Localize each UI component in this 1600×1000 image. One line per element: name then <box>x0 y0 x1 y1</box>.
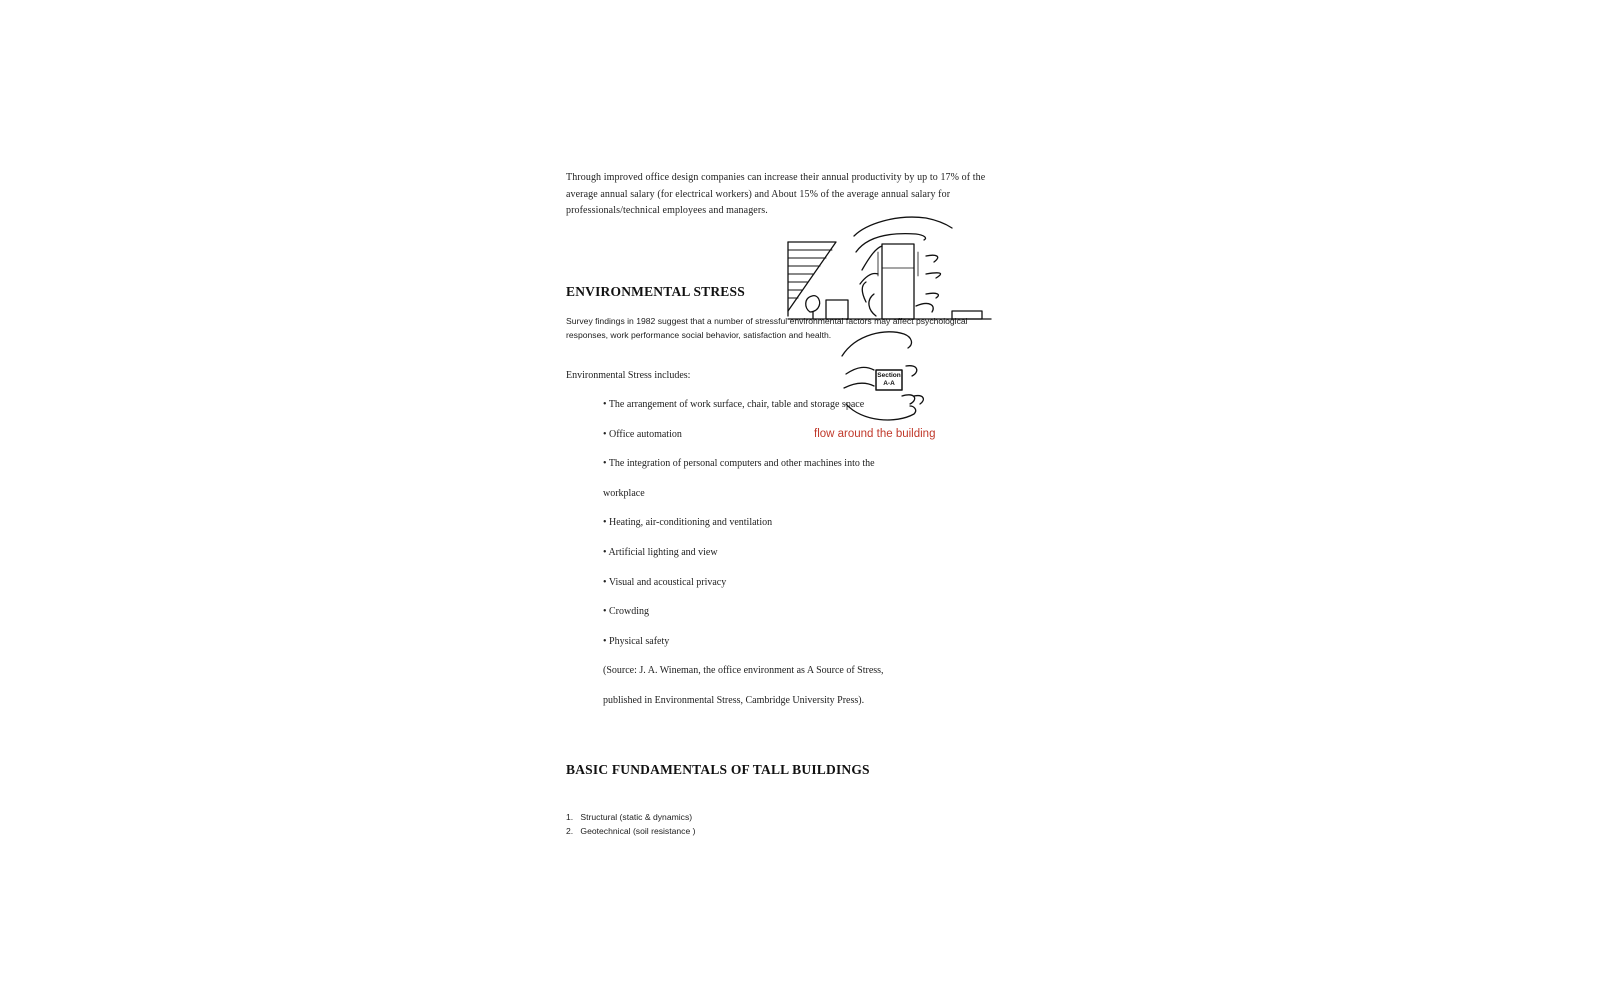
list-number: 1. <box>566 812 574 822</box>
list-text: Geotechnical (soil resistance ) <box>580 826 696 836</box>
list-item: • The arrangement of work surface, chair, table and storage space <box>603 399 865 410</box>
survey-line: responses, work performance social behavior, satisfaction and health. <box>566 330 832 340</box>
list-item: workplace <box>603 487 645 499</box>
intro-line: average annual salary (for electrical workers) and About 15% of the average annual salary for <box>566 188 951 200</box>
list-text: Structural (static & dynamics) <box>580 812 693 822</box>
environmental-stress-heading: ENVIRONMENTAL STRESS <box>566 284 745 299</box>
list-item: • Office automation <box>603 428 682 440</box>
stress-list <box>603 399 884 725</box>
list-item: • Crowding <box>603 606 650 618</box>
stress-includes-label: Environmental Stress includes: <box>566 370 691 381</box>
list-item: • The integration of personal computers and other machines into the <box>603 458 875 470</box>
intro-paragraph <box>566 170 1041 220</box>
figure-caption: flow around the building <box>814 428 936 440</box>
wind-flow-sketch <box>786 216 996 446</box>
list-item: • Physical safety <box>603 635 670 647</box>
survey-line: Survey findings in 1982 suggest that a number of stressful environmental factors may affect psychological <box>566 316 968 326</box>
intro-line: Through improved office design companies can increase their annual productivity by up to 17% of the <box>566 172 986 183</box>
list-item: • Artificial lighting and view <box>603 546 718 558</box>
fundamentals-list <box>566 810 696 838</box>
intro-line: professionals/technical employees and managers. <box>566 205 768 216</box>
section-label <box>876 372 902 388</box>
list-number: 2. <box>566 826 574 836</box>
source-line: (Source: J. A. Wineman, the office environment as A Source of Stress, <box>603 665 884 677</box>
source-line: published in Environmental Stress, Cambridge University Press). <box>603 694 865 706</box>
list-item <box>566 810 696 824</box>
section-label-line: Section <box>877 372 901 379</box>
tall-buildings-heading: BASIC FUNDAMENTALS OF TALL BUILDINGS <box>566 762 870 777</box>
section-label-line: A-A <box>883 380 895 387</box>
list-item: • Visual and acoustical privacy <box>603 576 727 588</box>
flow-around-building-figure <box>786 216 996 446</box>
list-item <box>566 824 696 838</box>
list-item: • Heating, air-conditioning and ventilation <box>603 517 773 529</box>
